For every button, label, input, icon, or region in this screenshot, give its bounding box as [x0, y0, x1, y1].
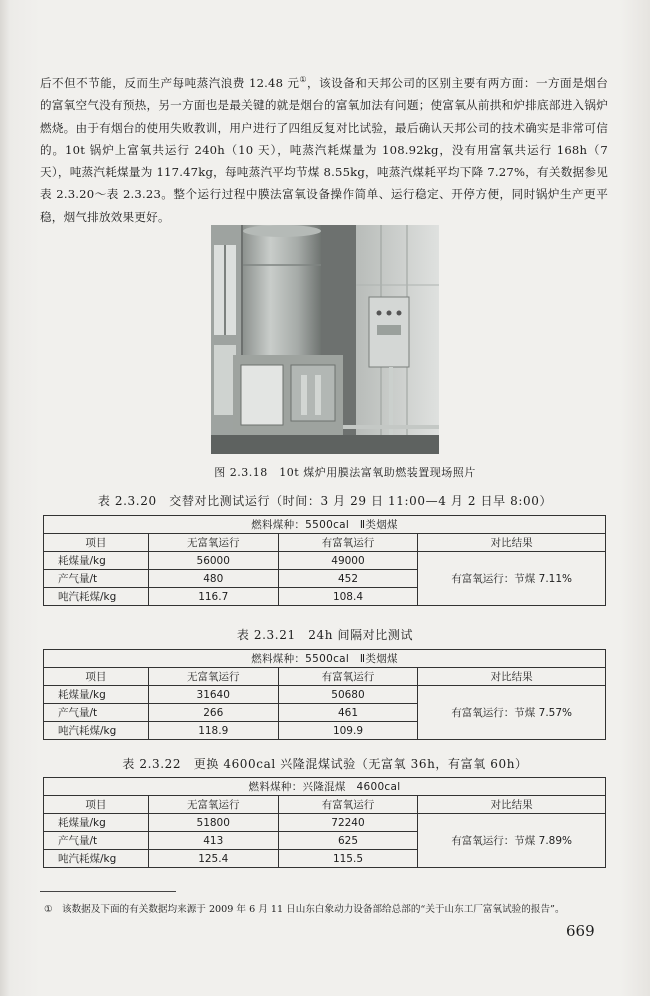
table-row	[44, 686, 606, 704]
footnote-divider	[40, 891, 176, 892]
table-cell: 49000	[278, 552, 418, 570]
table-cell: 产气量/t	[44, 704, 149, 722]
footnote-reference: ①	[299, 75, 308, 85]
body-paragraph	[40, 72, 608, 228]
footnote-mark: ①	[44, 904, 53, 915]
footnote-text: 该数据及下面的有关数据均来源于 2009 年 6 月 11 日山东白象动力设备部给总部的“关于山东工厂富氧试验的报告”。	[62, 904, 565, 915]
table-result-cell: 有富氧运行：节煤 7.57%	[418, 686, 606, 740]
table-cell: 461	[278, 704, 418, 722]
table-header-cell: 项目	[44, 534, 149, 552]
table-cell: 125.4	[148, 850, 278, 868]
page-number: 669	[566, 922, 595, 940]
table-header-cell: 无富氧运行	[148, 534, 278, 552]
table-row	[44, 814, 606, 832]
table-cell: 31640	[148, 686, 278, 704]
table-title-1: 表 2.3.20 交替对比测试运行（时间：3 月 29 日 11:00—4 月 2 日早 8:00）	[97, 494, 553, 508]
table-header-cell: 项目	[44, 796, 149, 814]
table-result-cell: 有富氧运行：节煤 7.11%	[418, 552, 606, 606]
table-cell: 耗煤量/kg	[44, 686, 149, 704]
table-row	[44, 552, 606, 570]
table-header-cell: 项目	[44, 668, 149, 686]
table-cell: 产气量/t	[44, 832, 149, 850]
table-cell: 56000	[148, 552, 278, 570]
table-fuel-row: 燃料煤种：5500cal Ⅱ类烟煤	[44, 516, 606, 534]
table-header-cell: 有富氧运行	[278, 796, 418, 814]
table-cell: 118.9	[148, 722, 278, 740]
equipment-photo-illustration	[211, 225, 439, 454]
table-header-cell: 无富氧运行	[148, 796, 278, 814]
table-title-3: 表 2.3.22 更换 4600cal 兴隆混煤试验（无富氧 36h，有富氧 60h）	[122, 757, 528, 771]
table-header-cell: 无富氧运行	[148, 668, 278, 686]
table-header-cell: 有富氧运行	[278, 668, 418, 686]
table-fuel-row: 燃料煤种：5500cal Ⅱ类烟煤	[44, 650, 606, 668]
table-cell: 产气量/t	[44, 570, 149, 588]
table-cell: 413	[148, 832, 278, 850]
figure-caption: 图 2.3.18 10t 煤炉用膜法富氧助燃装置现场照片	[214, 466, 476, 479]
table-header-cell: 对比结果	[418, 534, 606, 552]
table-cell: 吨汽耗煤/kg	[44, 850, 149, 868]
table-2-3-20	[43, 515, 606, 606]
table-fuel-row: 燃料煤种：兴隆混煤 4600cal	[44, 778, 606, 796]
paragraph-start: 后不但不节能，反而生产每吨蒸汽浪费 12.48 元	[40, 76, 300, 90]
table-cell: 耗煤量/kg	[44, 814, 149, 832]
table-cell: 480	[148, 570, 278, 588]
table-cell: 266	[148, 704, 278, 722]
table-cell: 625	[278, 832, 418, 850]
table-cell: 72240	[278, 814, 418, 832]
table-cell: 50680	[278, 686, 418, 704]
table-header-cell: 对比结果	[418, 796, 606, 814]
table-header-cell: 有富氧运行	[278, 534, 418, 552]
footnote	[44, 903, 614, 917]
table-cell: 耗煤量/kg	[44, 552, 149, 570]
table-cell: 116.7	[148, 588, 278, 606]
table-cell: 吨汽耗煤/kg	[44, 722, 149, 740]
table-title-2: 表 2.3.21 24h 间隔对比测试	[236, 628, 414, 642]
table-cell: 108.4	[278, 588, 418, 606]
table-header-cell: 对比结果	[418, 668, 606, 686]
paragraph-rest: ，该设备和天邦公司的区别主要有两方面：一方面是烟台的富氧空气没有预热，另一方面也是最关键的就是烟台的富氧加法有问题；使富氧从前拱和炉排底部进入锅炉燃烧。由于有烟台的使用失败教训，用户进行了四组反复对比试验，最后确认天邦公司的技术确实是非常可信的。10t 锅炉上富氧共运行 240h（10 天），吨蒸汽耗煤量为 108.92kg，没有用富氧共运行 168h（7 天），吨蒸汽耗煤量为 117.47kg，每吨蒸汽平均节煤 8.55kg，吨蒸汽煤耗平均下降 7.27%，有关数据参见表 2.3.20～表 2.3.23。整个运行过程中膜法富氧设备操作简单、运行稳定、开停方便，同时锅炉生产更平稳，烟气排放效果更好。	[40, 76, 609, 224]
table-cell: 452	[278, 570, 418, 588]
table-cell: 115.5	[278, 850, 418, 868]
table-cell: 109.9	[278, 722, 418, 740]
table-result-cell: 有富氧运行：节煤 7.89%	[418, 814, 606, 868]
table-cell: 吨汽耗煤/kg	[44, 588, 149, 606]
table-2-3-22	[43, 777, 606, 868]
equipment-photo	[211, 225, 439, 454]
table-2-3-21	[43, 649, 606, 740]
table-cell: 51800	[148, 814, 278, 832]
